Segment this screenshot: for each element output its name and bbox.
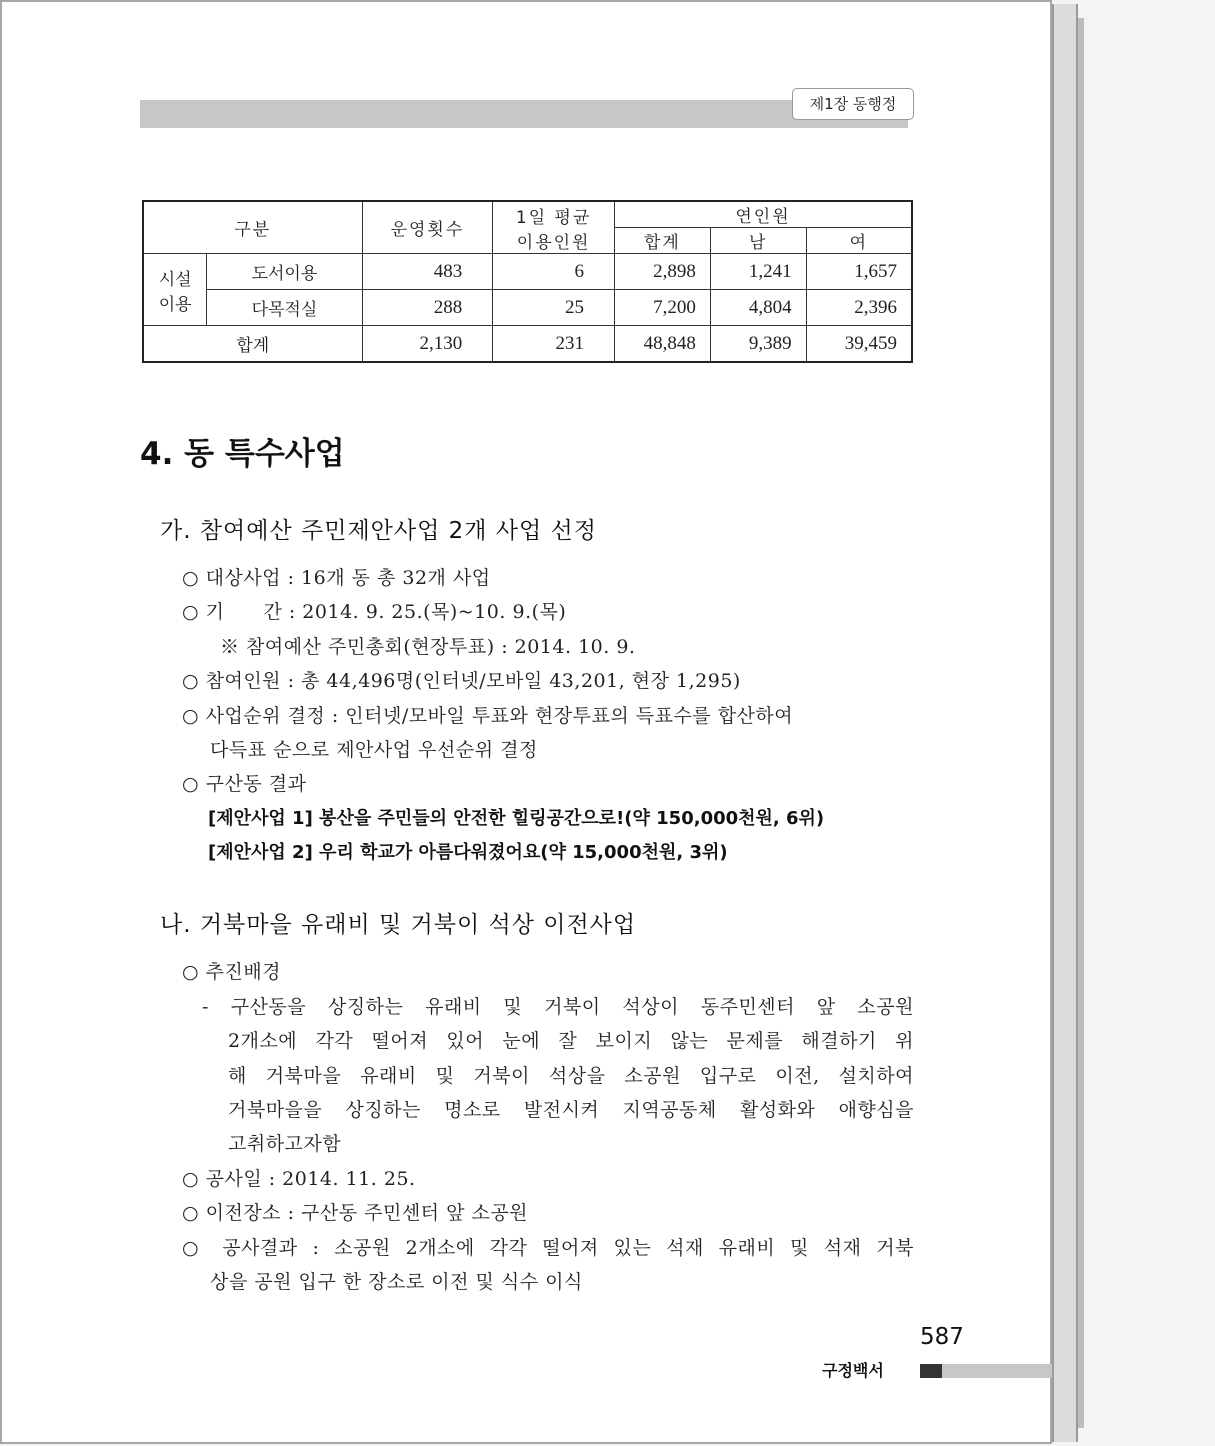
group-label xyxy=(143,254,207,326)
table-header-row xyxy=(143,201,912,228)
text-line: 상을 공원 입구 한 장소로 이전 및 식수 이식 xyxy=(210,1271,583,1293)
text-line: ○ 공사결과 : 소공원 2개소에 각각 떨어져 있는 석재 유래비 및 석재 거북 xyxy=(182,1237,914,1259)
row-label: 다목적실 xyxy=(207,290,362,326)
facility-usage-table xyxy=(142,200,913,363)
cell-daily-avg: 25 xyxy=(493,290,615,326)
chapter-tab: 제1장 동행정 xyxy=(792,88,914,120)
total-sum: 48,848 xyxy=(614,326,710,363)
footer-book-title: 구정백서 xyxy=(822,1361,884,1380)
note-line: ※ 참여예산 주민총회(현장투표) : 2014. 10. 9. xyxy=(220,636,636,658)
total-male: 9,389 xyxy=(710,326,806,363)
text-line: ○ 사업순위 결정 : 인터넷/모바일 투표와 현장투표의 득표수를 합산하여 xyxy=(182,705,794,727)
text-line: 고취하고자함 xyxy=(228,1133,342,1155)
cell-daily-avg: 6 xyxy=(493,254,615,290)
proposal-2: [제안사업 2] 우리 학교가 아름다워졌어요(약 15,000천원, 3위) xyxy=(208,842,728,863)
section-title: 4. 동 특수사업 xyxy=(140,436,345,472)
subsection-a-title: 가. 참여예산 주민제안사업 2개 사업 선정 xyxy=(160,518,597,544)
footer-bar xyxy=(942,1364,1054,1378)
text-line: ○ 참여인원 : 총 44,496명(인터넷/모바일 43,201, 현장 1,295) xyxy=(182,670,741,692)
subsection-b-title: 나. 거북마을 유래비 및 거북이 석상 이전사업 xyxy=(160,912,637,938)
page-spine xyxy=(1052,4,1078,1442)
header-daily-avg xyxy=(493,201,615,254)
group-label-line1: 시설 xyxy=(158,269,192,290)
table-total-row xyxy=(143,326,912,363)
proposal-1: [제안사업 1] 봉산을 주민들의 안전한 힐링공간으로!(약 150,000천원, 6위) xyxy=(208,808,825,829)
cell-female: 2,396 xyxy=(806,290,912,326)
cell-operations: 288 xyxy=(362,290,493,326)
group-label-line2: 이용 xyxy=(158,294,192,315)
page-shadow xyxy=(1078,18,1084,1428)
text-line: ○ 추진배경 xyxy=(182,961,282,983)
text-line: 2개소에 각각 떨어져 있어 눈에 잘 보이지 않는 문제를 해결하기 위 xyxy=(228,1030,914,1052)
footer-block xyxy=(920,1364,942,1378)
cell-male: 4,804 xyxy=(710,290,806,326)
total-label: 합계 xyxy=(143,326,362,363)
page-number: 587 xyxy=(920,1324,964,1350)
header-sum: 합계 xyxy=(614,228,710,254)
header-daily-avg-line1: 1일 평균 xyxy=(515,207,592,228)
cell-female: 1,657 xyxy=(806,254,912,290)
text-line: ○ 대상사업 : 16개 동 총 32개 사업 xyxy=(182,567,491,589)
row-label: 도서이용 xyxy=(207,254,362,290)
total-operations: 2,130 xyxy=(362,326,493,363)
header-daily-avg-line2: 이용인원 xyxy=(516,232,591,253)
text-line: - 구산동을 상징하는 유래비 및 거북이 석상이 동주민센터 앞 소공원 xyxy=(202,996,914,1018)
text-line: ○ 구산동 결과 xyxy=(182,773,307,795)
text-line: 해 거북마을 유래비 및 거북이 석상을 소공원 입구로 이전, 설치하여 xyxy=(228,1065,914,1087)
text-line: ○ 기 간 : 2014. 9. 25.(목)~10. 9.(목) xyxy=(182,601,567,623)
total-female: 39,459 xyxy=(806,326,912,363)
cell-sum: 7,200 xyxy=(614,290,710,326)
total-daily-avg: 231 xyxy=(493,326,615,363)
text-line: 다득표 순으로 제안사업 우선순위 결정 xyxy=(210,739,538,761)
table-row xyxy=(143,290,912,326)
header-category: 구분 xyxy=(143,201,362,254)
cell-male: 1,241 xyxy=(710,254,806,290)
cell-operations: 483 xyxy=(362,254,493,290)
cell-sum: 2,898 xyxy=(614,254,710,290)
header-total-people: 연인원 xyxy=(614,201,912,228)
table-row xyxy=(143,254,912,290)
text-line: 거북마을을 상징하는 명소로 발전시켜 지역공동체 활성화와 애향심을 xyxy=(228,1099,914,1121)
text-line: ○ 이전장소 : 구산동 주민센터 앞 소공원 xyxy=(182,1202,529,1224)
text-line: ○ 공사일 : 2014. 11. 25. xyxy=(182,1168,416,1190)
header-female: 여 xyxy=(806,228,912,254)
header-male: 남 xyxy=(710,228,806,254)
header-operations: 운영횟수 xyxy=(362,201,493,254)
